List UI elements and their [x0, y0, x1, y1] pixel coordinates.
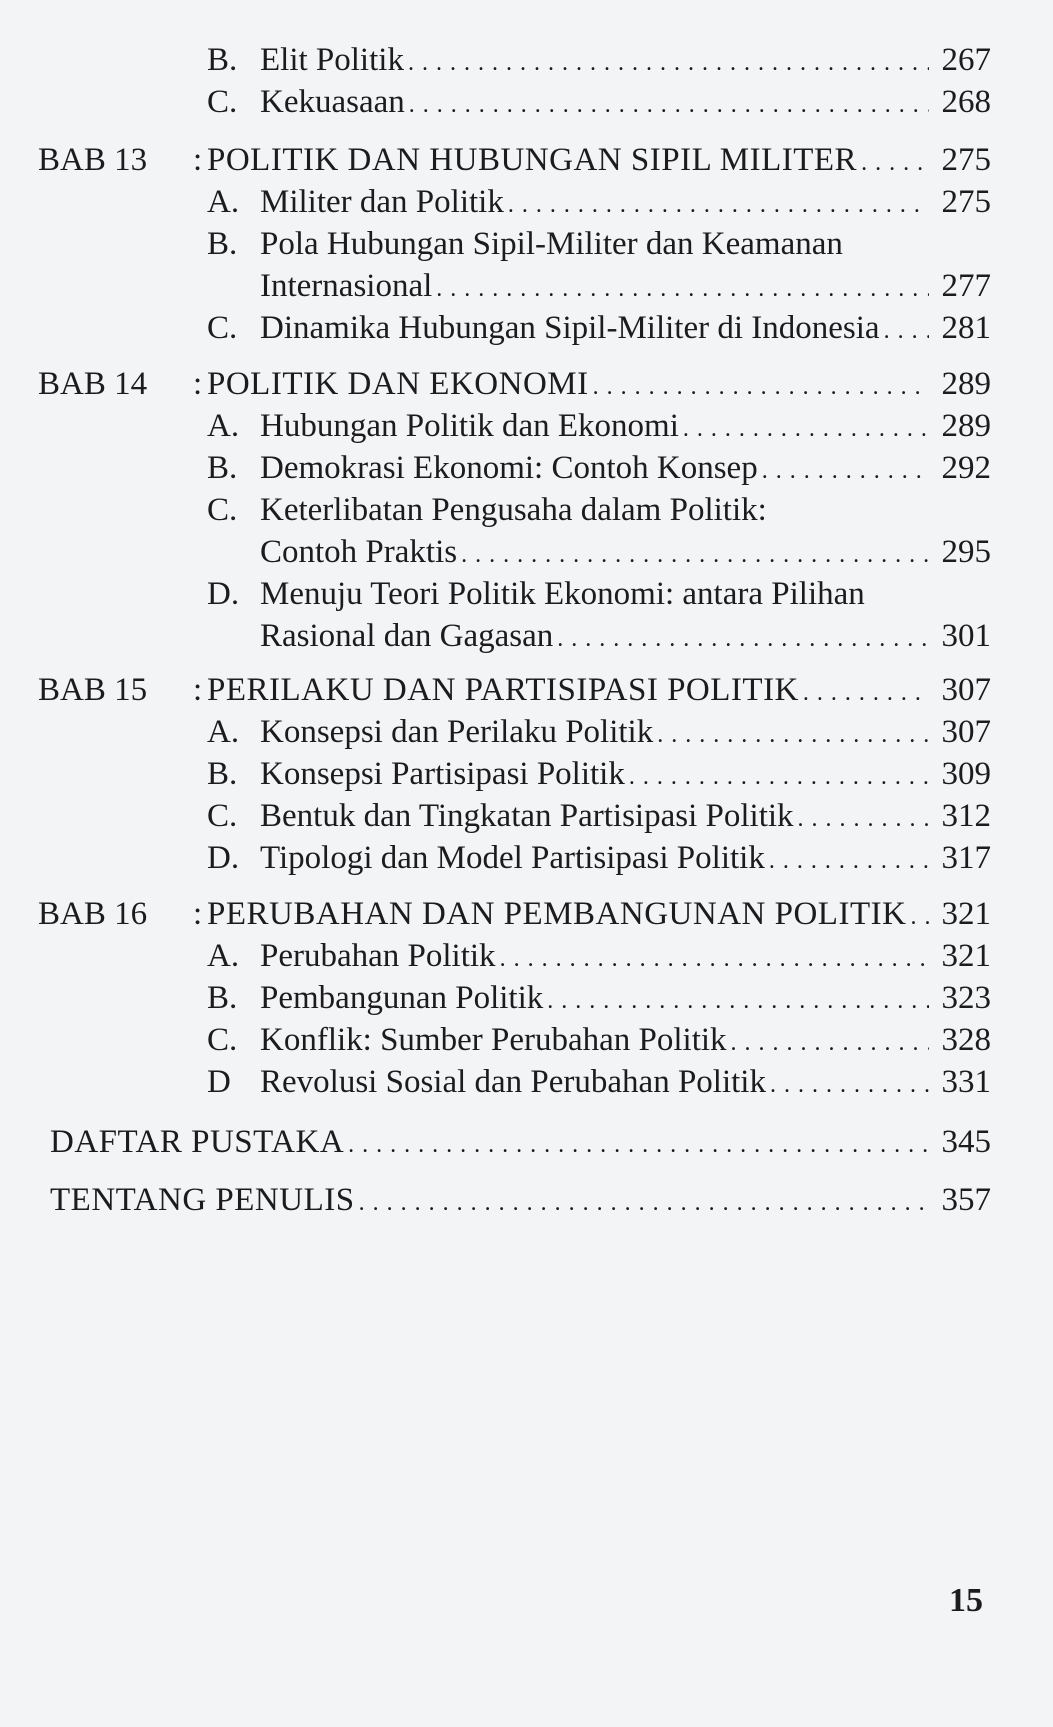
entry-title: Bentuk dan Tingkatan Partisipasi Politik — [260, 798, 794, 834]
toc-entry — [0, 306, 1053, 350]
entry-letter: C. — [207, 84, 238, 120]
entry-page: 277 — [941, 268, 991, 304]
section-title: DAFTAR PUSTAKA — [50, 1124, 345, 1160]
entry-title: Dinamika Hubungan Sipil-Militer di Indonesia — [260, 310, 880, 346]
chapter-title: PERUBAHAN DAN PEMBANGUNAN POLITIK — [207, 896, 907, 932]
entry-title: Menuju Teori Politik Ekonomi: antara Pilihan — [260, 576, 865, 612]
entry-page: 275 — [941, 142, 991, 178]
entry-letter: B. — [207, 226, 238, 262]
toc-section — [0, 1120, 1053, 1164]
toc-chapter — [0, 362, 1053, 406]
entry-page: 312 — [941, 798, 991, 834]
entry-title: Militer dan Politik — [260, 184, 504, 220]
chapter-number: BAB 14 — [38, 366, 148, 402]
chapter-title: POLITIK DAN HUBUNGAN SIPIL MILITER — [207, 142, 858, 178]
entry-page: 328 — [941, 1022, 991, 1058]
toc-entry — [0, 752, 1053, 796]
entry-title: Demokrasi Ekonomi: Contoh Konsep — [260, 450, 758, 486]
entry-letter: D. — [207, 576, 240, 612]
chapter-number: BAB 16 — [38, 896, 148, 932]
chapter-colon: : — [193, 366, 203, 402]
entry-letter: A. — [207, 184, 240, 220]
toc-chapter — [0, 892, 1053, 936]
entry-page: 307 — [941, 672, 991, 708]
page-number: 15 — [949, 1582, 983, 1619]
entry-letter: A. — [207, 714, 240, 750]
entry-letter: B. — [207, 980, 238, 1016]
chapter-number: BAB 13 — [38, 142, 148, 178]
entry-page: 295 — [941, 534, 991, 570]
toc-chapter — [0, 668, 1053, 712]
entry-title: Konsepsi dan Perilaku Politik — [260, 714, 654, 750]
toc-entry-continuation — [0, 264, 1053, 308]
entry-page: 275 — [941, 184, 991, 220]
toc-entry — [0, 180, 1053, 224]
entry-letter: D — [207, 1064, 231, 1100]
entry-page: 345 — [941, 1124, 991, 1160]
toc-entry — [0, 404, 1053, 448]
toc-entry — [0, 710, 1053, 754]
toc-entry — [0, 222, 1053, 266]
entry-page: 268 — [941, 84, 991, 120]
entry-page: 357 — [941, 1182, 991, 1218]
entry-page: 321 — [941, 896, 991, 932]
toc-entry — [0, 38, 1053, 82]
entry-page: 317 — [941, 840, 991, 876]
chapter-title: PERILAKU DAN PARTISIPASI POLITIK — [207, 672, 799, 708]
entry-title: Pembangunan Politik — [260, 980, 544, 1016]
chapter-colon: : — [193, 142, 203, 178]
toc-entry — [0, 488, 1053, 532]
toc-section — [0, 1178, 1053, 1222]
entry-page: 267 — [941, 42, 991, 78]
entry-letter: C. — [207, 798, 238, 834]
toc-entry — [0, 934, 1053, 978]
entry-title: Revolusi Sosial dan Perubahan Politik — [260, 1064, 766, 1100]
entry-letter: C. — [207, 310, 238, 346]
entry-letter: A. — [207, 408, 240, 444]
toc-entry — [0, 572, 1053, 616]
toc-entry-continuation — [0, 614, 1053, 658]
chapter-title: POLITIK DAN EKONOMI — [207, 366, 589, 402]
entry-letter: D. — [207, 840, 240, 876]
entry-page: 323 — [941, 980, 991, 1016]
chapter-colon: : — [193, 896, 203, 932]
chapter-colon: : — [193, 672, 203, 708]
entry-title-continued: Contoh Praktis — [260, 534, 458, 570]
entry-title-continued: Internasional — [260, 268, 433, 304]
entry-letter: B. — [207, 42, 238, 78]
entry-page: 289 — [941, 366, 991, 402]
entry-title: Perubahan Politik — [260, 938, 496, 974]
entry-page: 309 — [941, 756, 991, 792]
toc-entry — [0, 1018, 1053, 1062]
entry-letter: A. — [207, 938, 240, 974]
toc-entry-continuation — [0, 530, 1053, 574]
entry-title: Konflik: Sumber Perubahan Politik — [260, 1022, 727, 1058]
toc-entry — [0, 976, 1053, 1020]
entry-page: 331 — [941, 1064, 991, 1100]
chapter-number: BAB 15 — [38, 672, 148, 708]
entry-title: Konsepsi Partisipasi Politik — [260, 756, 625, 792]
entry-title: Tipologi dan Model Partisipasi Politik — [260, 840, 765, 876]
entry-page: 301 — [941, 618, 991, 654]
entry-page: 321 — [941, 938, 991, 974]
toc-entry — [0, 446, 1053, 490]
entry-page: 292 — [941, 450, 991, 486]
entry-page: 307 — [941, 714, 991, 750]
entry-title: Hubungan Politik dan Ekonomi — [260, 408, 679, 444]
entry-title: Kekuasaan — [260, 84, 405, 120]
toc-entry — [0, 794, 1053, 838]
toc-entry — [0, 1060, 1053, 1104]
entry-title: Pola Hubungan Sipil-Militer dan Keamanan — [260, 226, 843, 262]
entry-letter: B. — [207, 756, 238, 792]
toc-entry — [0, 80, 1053, 124]
entry-letter: C. — [207, 492, 238, 528]
entry-letter: C. — [207, 1022, 238, 1058]
entry-title-continued: Rasional dan Gagasan — [260, 618, 554, 654]
entry-page: 281 — [941, 310, 991, 346]
entry-letter: B. — [207, 450, 238, 486]
entry-title: Elit Politik — [260, 42, 404, 78]
entry-title: Keterlibatan Pengusaha dalam Politik: — [260, 492, 767, 528]
toc-entry — [0, 836, 1053, 880]
entry-page: 289 — [941, 408, 991, 444]
toc-chapter — [0, 138, 1053, 182]
section-title: TENTANG PENULIS — [50, 1182, 355, 1218]
